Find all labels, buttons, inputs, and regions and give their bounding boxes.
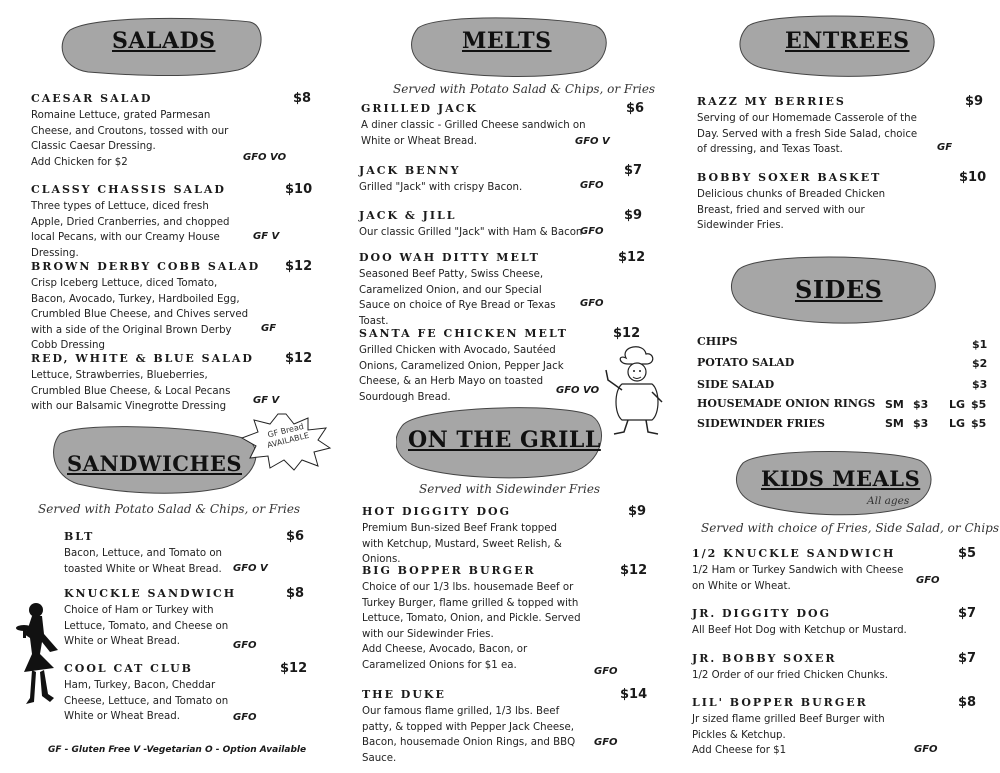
entree-item [697, 95, 987, 158]
salad-item [31, 260, 311, 354]
sandwiches-heading: SANDWICHES [67, 451, 242, 476]
sandwich-item [64, 530, 309, 577]
sandwich-item [64, 662, 309, 725]
item-name: JR. DIGGITY DOG [692, 607, 832, 620]
entrees-heading: ENTREES [785, 28, 910, 54]
melt-item [361, 102, 646, 149]
item-description: Ham, Turkey, Bacon, Cheddar Cheese, Lettuce, and Tomato on White or Wheat Bread. [64, 680, 229, 722]
item-price: $7 [624, 163, 643, 178]
grill-item [362, 505, 647, 568]
item-price: $12 [285, 351, 313, 366]
item-description: Jr sized flame grilled Beef Burger with Pickles & Ketchup. Add Cheese for $1 [692, 714, 885, 756]
side-item-price: $3 [972, 378, 988, 391]
dietary-tag: GFO [233, 640, 257, 651]
item-description: Our classic Grilled "Jack" with Ham & Bacon [359, 227, 583, 238]
kids-subtitle: Served with choice of Fries, Side Salad, or Chips [701, 521, 1000, 535]
item-price: $9 [628, 504, 647, 519]
item-name: COOL CAT CLUB [64, 662, 193, 675]
item-description: All Beef Hot Dog with Ketchup or Mustard. [692, 625, 907, 636]
item-price: $12 [280, 661, 308, 676]
item-price: $9 [965, 94, 984, 109]
grill-item [362, 688, 647, 766]
melt-item [359, 164, 644, 196]
item-description: A diner classic - Grilled Cheese sandwich on White or Wheat Bread. [361, 120, 586, 147]
item-extra: Add Chicken for $2 [31, 156, 128, 168]
side-item-name: CHIPS [697, 335, 738, 348]
item-description: Grilled "Jack" with crispy Bacon. [359, 182, 523, 193]
dietary-tag: GFO [233, 712, 257, 723]
item-price: $7 [958, 606, 977, 621]
dietary-tag: GFO V [575, 136, 610, 147]
item-description: Romaine Lettuce, grated Parmesan Cheese, and Croutons, tossed with our Classic Caesar Dressing. Add Chicken for $2 [31, 110, 229, 168]
item-description: Premium Bun-sized Beef Frank topped with Ketchup, Mustard, Sweet Relish, & Onions. [362, 523, 562, 565]
item-name: THE DUKE [362, 688, 446, 701]
item-name: SANTA FE CHICKEN MELT [359, 327, 568, 340]
item-description: Delicious chunks of Breaded Chicken Breast, fried and served with our Sidewinder Fries. [697, 189, 886, 231]
item-price: $8 [958, 695, 977, 710]
item-price: $8 [293, 91, 312, 106]
item-description: Lettuce, Strawberries, Blueberries, Crumbled Blue Cheese, & Local Pecans with our Balsamic Vinegrotte Dressing [31, 370, 231, 412]
item-description: Seasoned Beef Patty, Swiss Cheese, Caramelized Onion, and our Special Sauce on choice of Rye Bread or Texas Toast. [359, 269, 556, 327]
item-price: $6 [286, 529, 305, 544]
item-price: $10 [959, 170, 987, 185]
dietary-tag: GFO VO [556, 385, 600, 396]
item-price: $8 [286, 586, 305, 601]
side-size-lg: LG [949, 417, 966, 430]
dietary-tag: GF V [253, 395, 280, 406]
melts-heading: MELTS [462, 28, 552, 54]
side-item-name: SIDE SALAD [697, 378, 775, 391]
side-lg-price: $5 [971, 398, 987, 411]
item-description: Choice of our 1/3 lbs. housemade Beef or Turkey Burger, flame grilled & topped with Lettuce, Tomato, Onion, and Pickle. Served with our Sidewinder Fries. Add Cheese, Avocado, Bacon, or Caramelized Onions for $1 ea. [362, 582, 581, 671]
salads-heading: SALADS [112, 28, 216, 54]
melt-item [359, 209, 644, 241]
side-size-sm: SM [885, 398, 904, 411]
item-description: Bacon, Lettuce, and Tomato on toasted White or Wheat Bread. [64, 548, 223, 575]
dietary-tag: GFO [916, 575, 940, 586]
dietary-tag: GFO [594, 737, 618, 748]
item-price: $5 [958, 546, 977, 561]
kids-item [692, 696, 987, 759]
item-description: 1/2 Order of our fried Chicken Chunks. [692, 670, 889, 681]
dietary-tag: GFO [580, 298, 604, 309]
item-price: $12 [620, 563, 648, 578]
grill-subtitle: Served with Sidewinder Fries [419, 482, 601, 496]
item-description: Three types of Lettuce, diced fresh Apple, Dried Cranberries, and chopped local Pecans, with our Creamy House Dressing. [31, 201, 230, 259]
dietary-tag: GF [937, 142, 953, 153]
item-name: JACK & JILL [359, 209, 457, 222]
kids-item [692, 652, 987, 684]
item-description: Our famous flame grilled, 1/3 lbs. Beef patty, & topped with Pepper Jack Cheese, Bacon, housemade Onion Rings, and BBQ Sauce. [362, 706, 576, 764]
gf-bread-badge: GF Bread AVAILABLE [266, 421, 310, 450]
grill-item [362, 563, 648, 677]
item-name: 1/2 KNUCKLE SANDWICH [692, 547, 896, 560]
waitress-silhouette-icon [14, 598, 64, 708]
salad-item [31, 92, 311, 170]
item-extra: Add Cheese for $1 [692, 745, 787, 756]
side-item-name: HOUSEMADE ONION RINGS [697, 397, 876, 410]
sandwiches-subtitle: Served with Potato Salad & Chips, or Fries [38, 502, 301, 516]
dietary-tag: GF V [253, 231, 280, 242]
dietary-tag: GFO VO [243, 152, 287, 163]
item-name: CAESAR SALAD [31, 92, 153, 105]
kids-heading: KIDS MEALS [761, 466, 921, 491]
side-size-sm: SM [885, 417, 904, 430]
item-description: Grilled Chicken with Avocado, Sautéed Onions, Caramelized Onion, Pepper Jack Cheese, & an Herb Mayo on toasted Sourdough Bread. [359, 345, 564, 403]
item-name: BIG BOPPER BURGER [362, 564, 536, 577]
item-name: RED, WHITE & BLUE SALAD [31, 352, 254, 365]
item-description: 1/2 Ham or Turkey Sandwich with Cheese on White or Wheat. [692, 565, 904, 592]
sides-heading: SIDES [795, 275, 883, 304]
item-price: $6 [626, 101, 645, 116]
item-description: Serving of our Homemade Casserole of the Day. Served with a fresh Side Salad, choice of dressing, and Texas Toast. [697, 113, 918, 155]
item-name: DOO WAH DITTY MELT [359, 251, 540, 264]
item-price: $12 [618, 250, 646, 265]
item-price: $7 [958, 651, 977, 666]
item-price: $10 [285, 182, 313, 197]
item-description: Choice of Ham or Turkey with Lettuce, Tomato, and Cheese on White or Wheat Bread. [64, 605, 229, 647]
dietary-tag: GF [261, 323, 277, 334]
side-item-name: POTATO SALAD [697, 356, 795, 369]
grill-heading: ON THE GRILL [408, 427, 601, 453]
item-price: $12 [613, 326, 641, 341]
side-item-price: $2 [972, 357, 988, 370]
item-name: CLASSY CHASSIS SALAD [31, 183, 226, 196]
item-name: LIL' BOPPER BURGER [692, 696, 868, 709]
item-name: JACK BENNY [359, 164, 461, 177]
item-name: KNUCKLE SANDWICH [64, 587, 237, 600]
sandwich-item [64, 587, 309, 650]
dietary-legend: GF - Gluten Free V -Vegetarian O - Option Available [48, 745, 307, 755]
side-size-lg: LG [949, 398, 966, 411]
item-price: $9 [624, 208, 643, 223]
chef-icon [600, 344, 666, 438]
side-sm-price: $3 [913, 417, 929, 430]
item-name: BROWN DERBY COBB SALAD [31, 260, 261, 273]
kids-item [692, 607, 987, 639]
kids-ages: All ages [867, 495, 910, 507]
dietary-tag: GFO [594, 666, 618, 677]
dietary-tag: GFO [914, 744, 938, 755]
item-extra: Add Cheese, Avocado, Bacon, or Caramelized Onions for $1 ea. [362, 644, 528, 671]
side-lg-price: $5 [971, 417, 987, 430]
salad-item [31, 352, 311, 415]
side-item-name: SIDEWINDER FRIES [697, 417, 825, 430]
item-description: Crisp Iceberg Lettuce, diced Tomato, Bacon, Avocado, Turkey, Hardboiled Egg, Crumbled Blue Cheese, and Chives served with a side of the Original Brown Derby Cobb Dressing [31, 278, 249, 351]
item-name: BLT [64, 530, 95, 543]
dietary-tag: GFO V [233, 563, 268, 574]
item-price: $14 [620, 687, 648, 702]
entree-item [697, 171, 987, 234]
item-price: $12 [285, 259, 313, 274]
salad-item [31, 183, 311, 261]
item-name: RAZZ MY BERRIES [697, 95, 846, 108]
side-item-price: $1 [972, 338, 988, 351]
dietary-tag: GFO [580, 180, 604, 191]
melts-subtitle: Served with Potato Salad & Chips, or Fries [393, 82, 656, 96]
item-name: HOT DIGGITY DOG [362, 505, 511, 518]
item-name: GRILLED JACK [361, 102, 478, 115]
dietary-tag: GFO [580, 226, 604, 237]
melt-item [359, 251, 644, 329]
item-name: BOBBY SOXER BASKET [697, 171, 882, 184]
side-sm-price: $3 [913, 398, 929, 411]
kids-item [692, 547, 987, 594]
item-name: JR. BOBBY SOXER [692, 652, 837, 665]
